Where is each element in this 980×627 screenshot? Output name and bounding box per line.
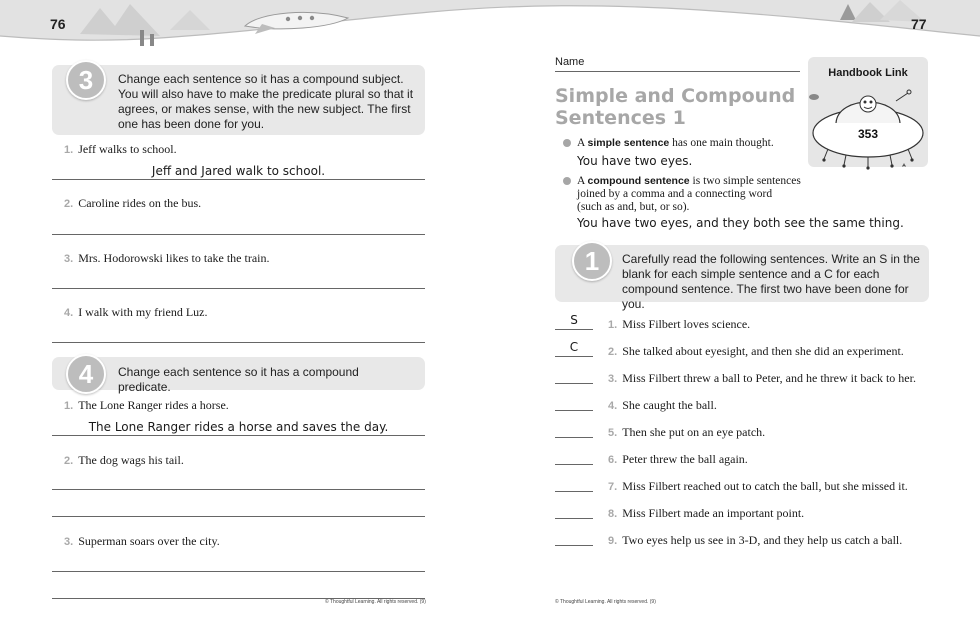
def-term: compound sentence (587, 175, 690, 187)
item-text: Mrs. Hodorowski likes to take the train. (78, 251, 270, 265)
answer-blank[interactable] (555, 545, 593, 546)
item-text: Miss Filbert made an important point. (622, 506, 805, 520)
item-number: 3. (64, 253, 74, 265)
item-text: Jeff walks to school. (78, 142, 177, 156)
item-text: Then she put on an eye patch. (622, 425, 766, 439)
item-text: Miss Filbert reached out to catch the ball, but she missed it. (622, 479, 908, 493)
definition-simple (577, 137, 774, 150)
answer-blank[interactable] (555, 518, 593, 519)
name-label: Name (555, 56, 585, 68)
item-text: She talked about eyesight, and then she did an experiment. (622, 344, 904, 358)
activity3-item-4 (64, 305, 208, 320)
activity3-badge: 3 (66, 60, 106, 100)
handbook-page-number[interactable]: 353 (857, 127, 879, 141)
answer-blank[interactable] (555, 329, 593, 330)
item-number: 3. (64, 536, 74, 548)
item-number: 1. (608, 319, 618, 331)
page-number-right: 77 (911, 16, 927, 32)
item-text: Caroline rides on the bus. (78, 196, 202, 210)
answer-blank[interactable] (555, 356, 593, 357)
activity1-item-9 (608, 533, 902, 548)
activity1-badge: 1 (572, 241, 612, 281)
answer-blank[interactable] (555, 437, 593, 438)
definition-compound (577, 175, 801, 214)
item-number: 2. (608, 346, 618, 358)
activity4-item-1 (64, 398, 229, 413)
def-rest: is two simple sentences (689, 175, 801, 187)
item-number: 4. (608, 400, 618, 412)
item-number: 7. (608, 481, 618, 493)
item-text: She caught the ball. (622, 398, 717, 412)
answer-line[interactable] (52, 288, 425, 289)
bullet-icon (563, 177, 571, 185)
def-term: simple sentence (587, 137, 670, 149)
activity4-badge: 4 (66, 354, 106, 394)
answer-blank[interactable] (555, 383, 593, 384)
activity1-item-2 (608, 344, 904, 359)
example-simple: You have two eyes. (577, 154, 693, 168)
answer-blank[interactable] (555, 410, 593, 411)
title-line-1: Simple and Compound (555, 85, 796, 107)
item-number: 5. (608, 427, 618, 439)
item-number: 3. (608, 373, 618, 385)
handbook-link-label: Handbook Link (828, 67, 908, 79)
activity1-item-6 (608, 452, 748, 467)
right-page (490, 0, 980, 627)
activity1-item-1 (608, 317, 750, 332)
item-text: Superman soars over the city. (78, 534, 220, 548)
def-line-3: (such as and, but, or so). (577, 201, 690, 213)
activity4-instructions: Change each sentence so it has a compound predicate. (118, 365, 359, 394)
answer-line[interactable] (52, 342, 425, 343)
item-text: I walk with my friend Luz. (78, 305, 208, 319)
answer-line[interactable] (52, 179, 425, 180)
activity3-item-3 (64, 251, 270, 266)
item-text: The Lone Ranger rides a horse. (78, 398, 229, 412)
def-pre: A (577, 175, 588, 187)
activity4-answer-1[interactable]: The Lone Ranger rides a horse and saves the day. (88, 420, 389, 434)
item-text: Two eyes help us see in 3-D, and they help us catch a ball. (622, 533, 903, 547)
answer-line[interactable] (52, 234, 425, 235)
activity1-item-5 (608, 425, 765, 440)
answer-blank[interactable] (555, 491, 593, 492)
item-number: 4. (64, 307, 74, 319)
item-text: Miss Filbert loves science. (622, 317, 751, 331)
def-rest: has one main thought. (669, 137, 774, 149)
item-number: 6. (608, 454, 618, 466)
page-title (555, 85, 795, 129)
activity3-item-2 (64, 196, 201, 211)
title-line-2: Sentences 1 (555, 107, 686, 129)
item-number: 1. (64, 400, 74, 412)
answer-line[interactable] (52, 516, 425, 517)
item-text: The dog wags his tail. (78, 453, 184, 467)
item-number: 2. (64, 198, 74, 210)
item-text: Miss Filbert threw a ball to Peter, and he threw it back to her. (622, 371, 916, 385)
activity1-item-4 (608, 398, 717, 413)
activity3-instructions-box (52, 65, 425, 135)
name-line[interactable] (555, 71, 800, 72)
answer-line[interactable] (52, 489, 425, 490)
item-number: 9. (608, 535, 618, 547)
activity4-item-3 (64, 534, 220, 549)
item-text: Peter threw the ball again. (622, 452, 748, 466)
footer-copyright-left: © Thoughtful Learning. All rights reserved. (9) (325, 599, 426, 605)
answer-blank-text[interactable]: S (570, 313, 578, 327)
page-number-left: 76 (50, 16, 66, 32)
answer-blank[interactable] (555, 464, 593, 465)
activity1-item-8 (608, 506, 804, 521)
item-number: 2. (64, 455, 74, 467)
activity1-item-7 (608, 479, 908, 494)
activity3-item-1 (64, 142, 177, 157)
activity3-instructions: Change each sentence so it has a compound subject. You will also have to make the predicate plural so that it agrees, or makes sense, with the new subject. The first one has been done for you. (118, 72, 414, 131)
answer-blank-text[interactable]: C (569, 340, 579, 354)
activity4-instructions-box (52, 357, 425, 394)
activity4-item-2 (64, 453, 184, 468)
activity1-instructions: Carefully read the following sentences. Write an S in the blank for each simple sentence and a C for each compound sentence. The first two have been done for you. (622, 252, 920, 311)
bullet-icon (563, 139, 571, 147)
activity1-instructions-box (555, 245, 929, 311)
item-number: 1. (64, 144, 74, 156)
item-number: 8. (608, 508, 618, 520)
handbook-link-box[interactable] (808, 57, 928, 167)
answer-line[interactable] (52, 571, 425, 572)
def-pre: A (577, 137, 588, 149)
example-compound: You have two eyes, and they both see the same thing. (577, 216, 904, 230)
def-line-2: joined by a comma and a connecting word (577, 188, 773, 200)
footer-copyright-right: © Thoughtful Learning. All rights reserved. (9) (555, 599, 656, 605)
activity3-answer-1[interactable]: Jeff and Jared walk to school. (151, 164, 326, 178)
activity1-item-3 (608, 371, 916, 386)
answer-line[interactable] (52, 435, 425, 436)
